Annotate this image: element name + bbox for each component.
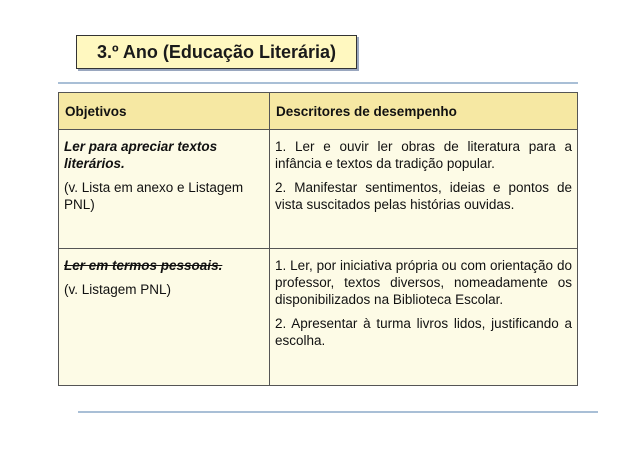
- top-divider: [58, 82, 578, 84]
- table-header-row: [59, 93, 578, 130]
- objective-note: (v. Listagem PNL): [64, 282, 172, 297]
- descriptors-cell: [270, 249, 578, 386]
- objective-title: Ler para apreciar textos literários.: [64, 139, 218, 171]
- objectives-table: [58, 92, 578, 386]
- table-row: [59, 130, 578, 249]
- descriptor-item: 1. Ler e ouvir ler obras de literatura para a infância e textos da tradição popular.: [275, 139, 572, 171]
- descriptor-item: 2. Manifestar sentimentos, ideias e pontos de vista suscitados pelas histórias ouvidas.: [275, 180, 572, 212]
- objective-note: (v. Lista em anexo e Listagem PNL): [64, 180, 244, 212]
- page-title: 3.º Ano (Educação Literária): [97, 41, 336, 62]
- table-row: [59, 249, 578, 386]
- descriptors-cell: [270, 130, 578, 249]
- descriptor-item: 1. Ler, por iniciativa própria ou com orientação do professor, textos diversos, nomeadamente os disponibilizados na Biblioteca Escolar.: [275, 258, 572, 307]
- objective-cell: [59, 249, 270, 386]
- objective-cell: [59, 130, 270, 249]
- objective-title: Ler em termos pessoais.: [64, 258, 223, 273]
- header-objectives: Objetivos: [59, 93, 270, 130]
- header-descriptors: Descritores de desempenho: [270, 93, 578, 130]
- descriptor-item: 2. Apresentar à turma livros lidos, justificando a escolha.: [275, 316, 572, 348]
- page-title-box: [76, 35, 357, 69]
- bottom-divider: [78, 411, 598, 413]
